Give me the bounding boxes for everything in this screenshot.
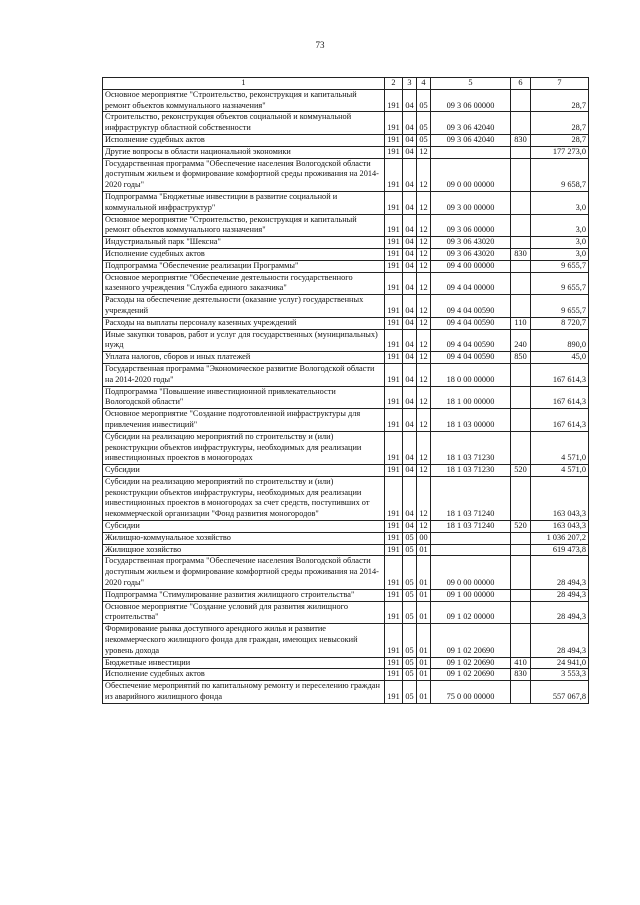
row-col3: 05 — [403, 556, 417, 589]
row-name: Индустриальный парк "Шексна" — [103, 237, 385, 249]
row-amount: 28 494,3 — [531, 601, 589, 624]
row-amount: 177 273,0 — [531, 146, 589, 158]
row-amount: 3,0 — [531, 237, 589, 249]
row-col3: 04 — [403, 295, 417, 318]
row-col2: 191 — [385, 476, 403, 520]
row-col4: 12 — [417, 260, 431, 272]
table-row — [103, 521, 589, 533]
row-classification-code: 09 1 00 00000 — [431, 589, 511, 601]
row-classification-code: 09 4 00 00000 — [431, 260, 511, 272]
row-col2: 191 — [385, 589, 403, 601]
table-row — [103, 363, 589, 386]
row-name: Уплата налогов, сборов и иных платежей — [103, 352, 385, 364]
column-header: 4 — [417, 78, 431, 90]
row-name: Жилищно-коммунальное хозяйство — [103, 532, 385, 544]
row-col4: 12 — [417, 272, 431, 295]
row-name: Строительство, реконструкция объектов социальной и коммунальной инфраструктур областной собственности — [103, 112, 385, 135]
row-col4: 12 — [417, 317, 431, 329]
row-amount: 3,0 — [531, 214, 589, 237]
row-col4: 01 — [417, 669, 431, 681]
row-col4: 01 — [417, 601, 431, 624]
row-name: Основное мероприятие "Строительство, реконструкция и капитальный ремонт объектов коммунального назначения" — [103, 89, 385, 112]
row-col4: 01 — [417, 544, 431, 556]
row-col3: 04 — [403, 363, 417, 386]
row-amount: 167 614,3 — [531, 363, 589, 386]
row-name: Расходы на обеспечение деятельности (оказание услуг) государственных учреждений — [103, 295, 385, 318]
row-col4: 01 — [417, 657, 431, 669]
row-col2: 191 — [385, 112, 403, 135]
row-col3: 04 — [403, 89, 417, 112]
row-expense-type — [511, 681, 531, 704]
row-col2: 191 — [385, 386, 403, 409]
row-amount: 890,0 — [531, 329, 589, 352]
row-col4: 12 — [417, 295, 431, 318]
row-amount: 9 655,7 — [531, 295, 589, 318]
row-col3: 04 — [403, 386, 417, 409]
row-amount: 28,7 — [531, 134, 589, 146]
row-expense-type: 830 — [511, 248, 531, 260]
row-expense-type — [511, 363, 531, 386]
row-classification-code: 09 3 06 00000 — [431, 214, 511, 237]
row-col3: 05 — [403, 601, 417, 624]
row-expense-type — [511, 112, 531, 135]
row-classification-code: 18 1 00 00000 — [431, 386, 511, 409]
table-body — [103, 89, 589, 703]
row-expense-type: 110 — [511, 317, 531, 329]
row-col4: 12 — [417, 146, 431, 158]
budget-table — [102, 77, 589, 704]
row-name: Исполнение судебных актов — [103, 669, 385, 681]
row-amount: 9 655,7 — [531, 260, 589, 272]
table-row — [103, 476, 589, 520]
row-col2: 191 — [385, 272, 403, 295]
row-classification-code: 18 0 00 00000 — [431, 363, 511, 386]
table-row — [103, 544, 589, 556]
row-col2: 191 — [385, 295, 403, 318]
row-classification-code — [431, 146, 511, 158]
row-col2: 191 — [385, 352, 403, 364]
row-classification-code: 09 3 06 43020 — [431, 237, 511, 249]
row-col2: 191 — [385, 657, 403, 669]
row-amount: 28 494,3 — [531, 556, 589, 589]
row-classification-code: 18 1 03 71240 — [431, 521, 511, 533]
row-col4: 12 — [417, 237, 431, 249]
table-row — [103, 409, 589, 432]
row-amount: 45,0 — [531, 352, 589, 364]
row-amount: 28 494,3 — [531, 624, 589, 657]
row-col3: 04 — [403, 329, 417, 352]
table-row — [103, 532, 589, 544]
row-col4: 12 — [417, 363, 431, 386]
row-amount: 9 658,7 — [531, 158, 589, 191]
table-row — [103, 589, 589, 601]
row-col2: 191 — [385, 260, 403, 272]
table-row — [103, 317, 589, 329]
row-col2: 191 — [385, 465, 403, 477]
table-row — [103, 112, 589, 135]
row-amount: 8 720,7 — [531, 317, 589, 329]
row-col2: 191 — [385, 158, 403, 191]
row-col3: 05 — [403, 589, 417, 601]
row-col4: 01 — [417, 556, 431, 589]
row-expense-type — [511, 214, 531, 237]
row-name: Основное мероприятие "Создание подготовленной инфраструктуры для привлечения инвестиций" — [103, 409, 385, 432]
row-expense-type — [511, 158, 531, 191]
row-amount: 4 571,0 — [531, 465, 589, 477]
table-row — [103, 329, 589, 352]
row-amount: 28 494,3 — [531, 589, 589, 601]
row-classification-code: 09 4 04 00590 — [431, 352, 511, 364]
row-col3: 05 — [403, 544, 417, 556]
row-col4: 00 — [417, 532, 431, 544]
row-col2: 191 — [385, 544, 403, 556]
row-amount: 557 067,8 — [531, 681, 589, 704]
header-row — [103, 78, 589, 90]
column-header: 3 — [403, 78, 417, 90]
row-name: Формирование рынка доступного арендного жилья и развитие некоммерческого жилищного фонда для граждан, имеющих невысокий уровень дохода — [103, 624, 385, 657]
row-name: Обеспечение мероприятий по капитальному ремонту и переселению граждан из аварийного жилищного фонда — [103, 681, 385, 704]
row-classification-code: 09 4 04 00590 — [431, 329, 511, 352]
row-expense-type: 830 — [511, 134, 531, 146]
row-col3: 04 — [403, 214, 417, 237]
row-col2: 191 — [385, 134, 403, 146]
row-name: Жилищное хозяйство — [103, 544, 385, 556]
table-row — [103, 431, 589, 464]
row-col3: 04 — [403, 431, 417, 464]
table-row — [103, 386, 589, 409]
row-col2: 191 — [385, 681, 403, 704]
row-col4: 12 — [417, 465, 431, 477]
row-col2: 191 — [385, 214, 403, 237]
row-col3: 04 — [403, 146, 417, 158]
row-name: Субсидии — [103, 521, 385, 533]
row-col2: 191 — [385, 248, 403, 260]
column-header: 2 — [385, 78, 403, 90]
row-expense-type — [511, 386, 531, 409]
row-col3: 05 — [403, 669, 417, 681]
row-classification-code: 18 1 03 00000 — [431, 409, 511, 432]
row-col3: 04 — [403, 237, 417, 249]
row-classification-code: 09 1 02 20690 — [431, 624, 511, 657]
row-name: Государственная программа "Экономическое развитие Вологодской области на 2014-2020 годы" — [103, 363, 385, 386]
row-col2: 191 — [385, 329, 403, 352]
table-row — [103, 134, 589, 146]
row-classification-code: 09 0 00 00000 — [431, 158, 511, 191]
row-expense-type — [511, 191, 531, 214]
row-expense-type — [511, 544, 531, 556]
row-col3: 04 — [403, 260, 417, 272]
table-row — [103, 556, 589, 589]
row-col3: 04 — [403, 112, 417, 135]
row-col4: 12 — [417, 214, 431, 237]
table-row — [103, 260, 589, 272]
row-name: Основное мероприятие "Строительство, реконструкция и капитальный ремонт объектов коммунального назначения" — [103, 214, 385, 237]
row-expense-type — [511, 589, 531, 601]
row-classification-code: 09 4 04 00590 — [431, 317, 511, 329]
row-col3: 04 — [403, 191, 417, 214]
row-name: Подпрограмма "Бюджетные инвестиции в развитие социальной и коммунальной инфраструктур" — [103, 191, 385, 214]
table-row — [103, 669, 589, 681]
row-col3: 04 — [403, 465, 417, 477]
row-name: Исполнение судебных актов — [103, 248, 385, 260]
row-expense-type: 240 — [511, 329, 531, 352]
row-classification-code: 09 3 00 00000 — [431, 191, 511, 214]
row-name: Исполнение судебных актов — [103, 134, 385, 146]
table-row — [103, 657, 589, 669]
row-col3: 05 — [403, 532, 417, 544]
row-amount: 1 036 207,2 — [531, 532, 589, 544]
row-col4: 12 — [417, 352, 431, 364]
row-col2: 191 — [385, 409, 403, 432]
row-col2: 191 — [385, 624, 403, 657]
table-row — [103, 191, 589, 214]
row-expense-type: 520 — [511, 521, 531, 533]
row-name: Государственная программа "Обеспечение населения Вологодской области доступным жильем и формирование комфортной среды проживания на 2014-2020 годы" — [103, 158, 385, 191]
table-row — [103, 601, 589, 624]
row-col3: 04 — [403, 158, 417, 191]
row-col4: 12 — [417, 409, 431, 432]
row-col2: 191 — [385, 317, 403, 329]
row-classification-code: 18 1 03 71230 — [431, 431, 511, 464]
row-col2: 191 — [385, 669, 403, 681]
table-row — [103, 248, 589, 260]
table-row — [103, 352, 589, 364]
row-classification-code: 09 3 06 00000 — [431, 89, 511, 112]
row-col4: 12 — [417, 476, 431, 520]
row-amount: 167 614,3 — [531, 386, 589, 409]
row-amount: 3,0 — [531, 248, 589, 260]
row-name: Подпрограмма "Повышение инвестиционной привлекательности Вологодской области" — [103, 386, 385, 409]
row-expense-type — [511, 556, 531, 589]
row-expense-type: 830 — [511, 669, 531, 681]
row-name: Другие вопросы в области национальной экономики — [103, 146, 385, 158]
row-classification-code: 09 1 02 20690 — [431, 657, 511, 669]
row-name: Расходы на выплаты персоналу казенных учреждений — [103, 317, 385, 329]
row-classification-code: 18 1 03 71230 — [431, 465, 511, 477]
row-amount: 28,7 — [531, 112, 589, 135]
row-col3: 04 — [403, 521, 417, 533]
row-classification-code: 09 4 04 00000 — [431, 272, 511, 295]
row-col2: 191 — [385, 89, 403, 112]
row-expense-type — [511, 431, 531, 464]
row-col4: 01 — [417, 624, 431, 657]
table-row — [103, 272, 589, 295]
row-classification-code — [431, 532, 511, 544]
row-amount: 4 571,0 — [531, 431, 589, 464]
row-col3: 04 — [403, 476, 417, 520]
row-expense-type — [511, 476, 531, 520]
row-col2: 191 — [385, 431, 403, 464]
row-amount: 163 043,3 — [531, 476, 589, 520]
row-classification-code: 09 1 02 20690 — [431, 669, 511, 681]
row-amount: 9 655,7 — [531, 272, 589, 295]
row-name: Субсидии — [103, 465, 385, 477]
row-name: Иные закупки товаров, работ и услуг для государственных (муниципальных) нужд — [103, 329, 385, 352]
table-row — [103, 214, 589, 237]
row-classification-code: 75 0 00 00000 — [431, 681, 511, 704]
row-amount: 24 941,0 — [531, 657, 589, 669]
row-name: Бюджетные инвестиции — [103, 657, 385, 669]
row-amount: 167 614,3 — [531, 409, 589, 432]
row-amount: 28,7 — [531, 89, 589, 112]
row-col4: 05 — [417, 112, 431, 135]
row-expense-type — [511, 260, 531, 272]
row-col2: 191 — [385, 191, 403, 214]
row-classification-code — [431, 544, 511, 556]
row-expense-type — [511, 89, 531, 112]
column-header: 5 — [431, 78, 511, 90]
row-expense-type — [511, 272, 531, 295]
row-classification-code: 09 3 06 42040 — [431, 112, 511, 135]
column-header: 7 — [531, 78, 589, 90]
column-header: 1 — [103, 78, 385, 90]
row-name: Субсидии на реализацию мероприятий по строительству и (или) реконструкции объектов инфраструктуры, необходимых для реализации инвестиционных проектов в моногородах за счет средств, поступивших от некоммерческой организации "Фонд развития моногородов" — [103, 476, 385, 520]
page-number: 73 — [315, 40, 325, 50]
table-row — [103, 465, 589, 477]
row-name: Подпрограмма "Обеспечение реализации Программы" — [103, 260, 385, 272]
row-col2: 191 — [385, 601, 403, 624]
row-col3: 05 — [403, 657, 417, 669]
row-col3: 05 — [403, 681, 417, 704]
row-col2: 191 — [385, 556, 403, 589]
row-name: Подпрограмма "Стимулирование развития жилищного строительства" — [103, 589, 385, 601]
row-expense-type: 520 — [511, 465, 531, 477]
row-classification-code: 09 0 00 00000 — [431, 556, 511, 589]
row-col2: 191 — [385, 521, 403, 533]
row-col4: 12 — [417, 248, 431, 260]
row-expense-type — [511, 624, 531, 657]
row-name: Государственная программа "Обеспечение населения Вологодской области доступным жильем и формирование комфортной среды проживания на 2014-2020 годы" — [103, 556, 385, 589]
row-col4: 05 — [417, 134, 431, 146]
row-col2: 191 — [385, 146, 403, 158]
table-row — [103, 624, 589, 657]
table-row — [103, 295, 589, 318]
row-col4: 01 — [417, 681, 431, 704]
row-col4: 05 — [417, 89, 431, 112]
row-col2: 191 — [385, 532, 403, 544]
row-classification-code: 09 3 06 43020 — [431, 248, 511, 260]
row-amount: 163 043,3 — [531, 521, 589, 533]
row-col2: 191 — [385, 237, 403, 249]
column-header: 6 — [511, 78, 531, 90]
row-col3: 04 — [403, 317, 417, 329]
row-classification-code: 09 1 02 00000 — [431, 601, 511, 624]
row-classification-code: 09 3 06 42040 — [431, 134, 511, 146]
row-classification-code: 18 1 03 71240 — [431, 476, 511, 520]
table-row — [103, 158, 589, 191]
row-expense-type — [511, 532, 531, 544]
row-col3: 04 — [403, 272, 417, 295]
row-expense-type — [511, 237, 531, 249]
row-amount: 3 553,3 — [531, 669, 589, 681]
row-expense-type — [511, 146, 531, 158]
row-col4: 12 — [417, 431, 431, 464]
row-col4: 12 — [417, 386, 431, 409]
row-name: Основное мероприятие "Обеспечение деятельности государственного казенного учреждения "Служба единого заказчика" — [103, 272, 385, 295]
row-name: Основное мероприятие "Создание условий для развития жилищного строительства" — [103, 601, 385, 624]
table-row — [103, 681, 589, 704]
table-row — [103, 89, 589, 112]
row-col4: 12 — [417, 158, 431, 191]
row-name: Субсидии на реализацию мероприятий по строительству и (или) реконструкции объектов инфраструктуры, необходимых для реализации инвестиционных проектов в моногородах — [103, 431, 385, 464]
row-expense-type — [511, 295, 531, 318]
table-row — [103, 237, 589, 249]
row-col4: 12 — [417, 191, 431, 214]
row-expense-type — [511, 409, 531, 432]
row-col3: 04 — [403, 352, 417, 364]
row-classification-code: 09 4 04 00590 — [431, 295, 511, 318]
row-expense-type — [511, 601, 531, 624]
row-expense-type: 850 — [511, 352, 531, 364]
row-col4: 12 — [417, 329, 431, 352]
row-col3: 04 — [403, 409, 417, 432]
row-amount: 619 473,8 — [531, 544, 589, 556]
row-col3: 04 — [403, 134, 417, 146]
row-col4: 01 — [417, 589, 431, 601]
row-col2: 191 — [385, 363, 403, 386]
row-expense-type: 410 — [511, 657, 531, 669]
row-col3: 04 — [403, 248, 417, 260]
table-row — [103, 146, 589, 158]
row-col4: 12 — [417, 521, 431, 533]
row-amount: 3,0 — [531, 191, 589, 214]
row-col3: 05 — [403, 624, 417, 657]
